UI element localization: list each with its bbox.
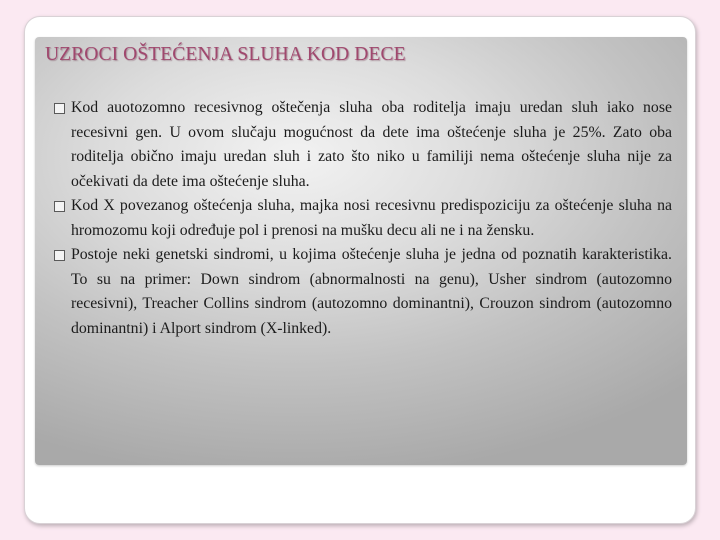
- bullet-text: Postoje neki genetski sindromi, u kojima oštećenje sluha je jedna od poznatih karakteristika. To su na primer: Down sindrom (abnormalnosti na genu), Usher sindrom (autozomno recesivni), Treacher Collins sindrom (autozomno dominantni), Crouzon sindrom (autozomno dominantni) i Alport sindrom (X-linked).: [71, 246, 672, 337]
- square-bullet-icon: [54, 201, 65, 212]
- bullet-list: [52, 96, 672, 341]
- bullet-text: Kod auotozomno recesivnog oštečenja sluha oba roditelja imaju uredan sluh iako nose recesivni gen. U ovom slučaju mogućnost da dete ima oštećenje sluha je 25%. Zato oba roditelja obično imaju uredan sluh i zato što niko u familiji nema oštećenje sluha nije za očekivati da dete ima oštećenje sluha.: [71, 99, 672, 190]
- bullet-item: [52, 243, 672, 341]
- bullet-item: [52, 96, 672, 194]
- square-bullet-icon: [54, 103, 65, 114]
- bullet-item: [52, 194, 672, 243]
- slide-title: UZROCI OŠTEĆENJA SLUHA KOD DECE: [45, 44, 406, 65]
- bullet-text: Kod X povezanog oštećenja sluha, majka nosi recesivnu predispoziciju za oštećenje sluha na hromozomu koji određuje pol i prenosi na mušku decu ali ne i na žensku.: [71, 197, 672, 239]
- square-bullet-icon: [54, 250, 65, 261]
